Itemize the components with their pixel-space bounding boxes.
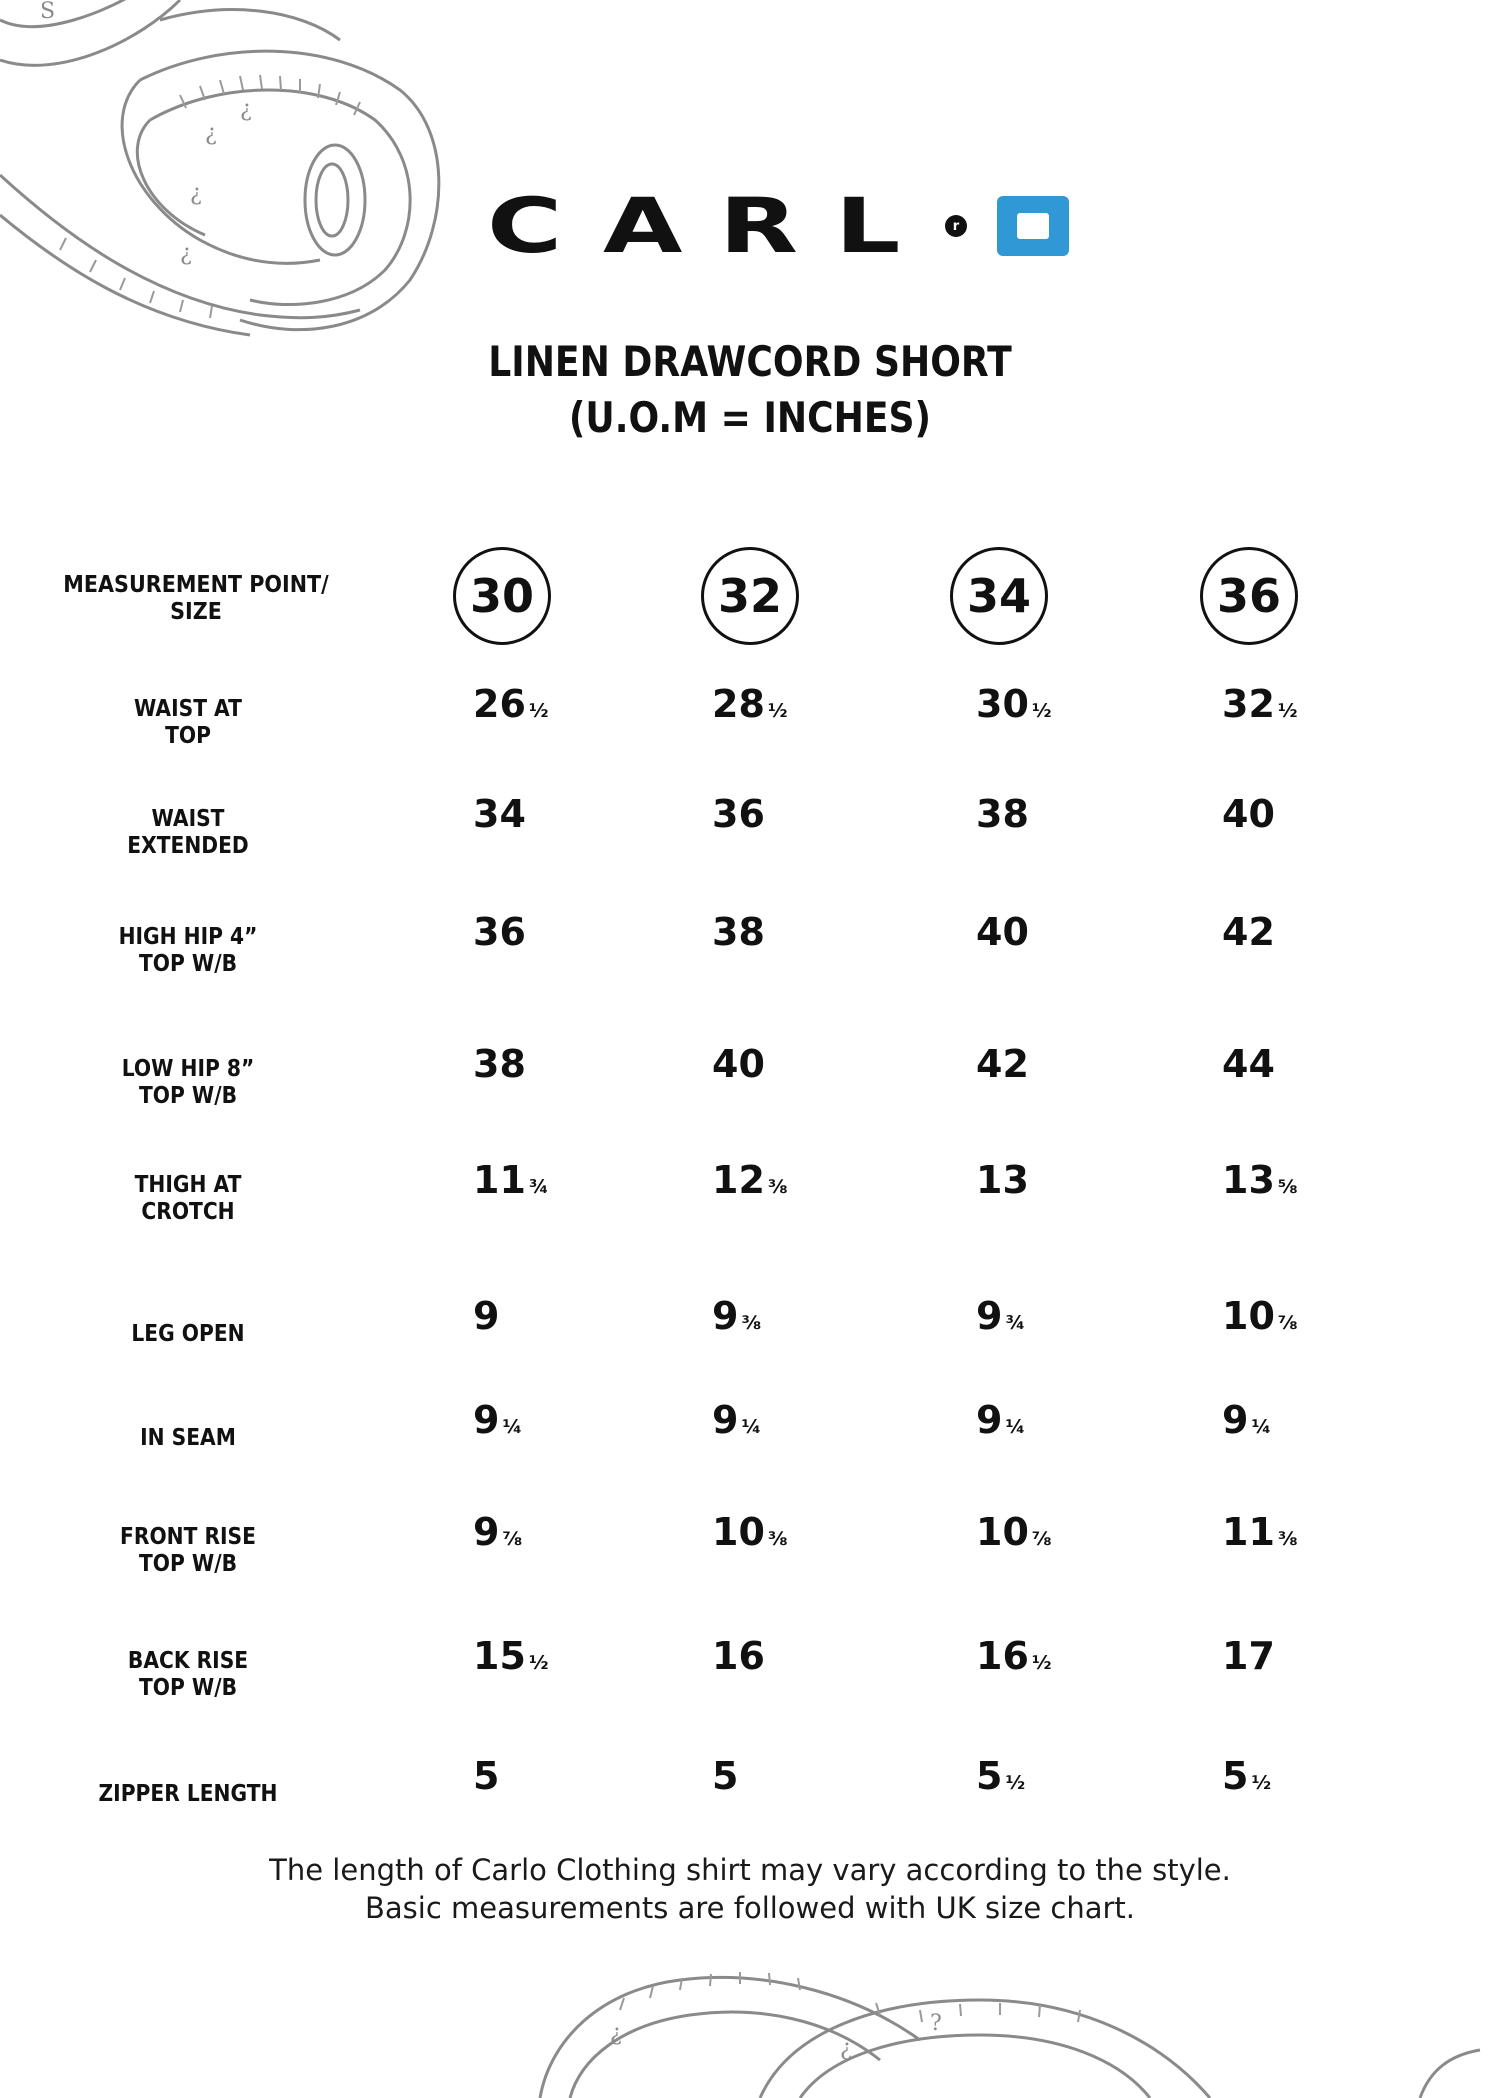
whole-number: 28 (712, 682, 765, 726)
whole-number: 38 (473, 1042, 526, 1086)
row-label-line: WAIST AT (134, 696, 242, 722)
size-value-cell (976, 1042, 1029, 1086)
fraction: ½ (1031, 700, 1052, 722)
size-value-cell (712, 1398, 761, 1449)
title-line: LINEN DRAWCORD SHORT (488, 337, 1012, 386)
whole-number: 16 (976, 1634, 1029, 1678)
size-value-cell (976, 792, 1029, 836)
size-value-cell (1222, 910, 1275, 954)
size-value-cell (1222, 792, 1275, 836)
size-value-cell (712, 792, 765, 836)
logo-registered-mark: r (945, 215, 967, 237)
header-label-line: MEASUREMENT POINT/ (63, 572, 329, 598)
row-label-line: TOP W/B (138, 951, 238, 977)
size-32-badge: 32 (701, 547, 799, 645)
fraction: ¾ (1005, 1312, 1026, 1334)
size-value-cell (976, 1634, 1052, 1685)
footnote-line: The length of Carlo Clothing shirt may vary according to the style. (269, 1853, 1231, 1887)
fraction: ¼ (1005, 1416, 1026, 1438)
row-label (58, 1321, 318, 1348)
footnote (0, 1851, 1500, 1927)
whole-number: 13 (976, 1158, 1029, 1202)
size-value-cell (712, 1754, 738, 1798)
whole-number: 9 (473, 1510, 500, 1554)
svg-text:¿: ¿ (240, 97, 252, 122)
footnote-line: Basic measurements are followed with UK size chart. (364, 1891, 1135, 1925)
whole-number: 10 (712, 1510, 765, 1554)
fraction: ¼ (741, 1416, 762, 1438)
svg-text:?: ? (930, 2011, 942, 2036)
size-value-cell (473, 1158, 549, 1209)
fraction: ½ (1005, 1772, 1026, 1794)
size-value-cell (1222, 682, 1298, 733)
row-label-line: IN SEAM (140, 1425, 236, 1451)
fraction: ⅜ (1277, 1528, 1298, 1550)
row-label-line: EXTENDED (127, 833, 249, 859)
whole-number: 5 (976, 1754, 1003, 1798)
size-value-cell (1222, 1294, 1298, 1345)
whole-number: 9 (976, 1398, 1003, 1442)
fraction: ½ (528, 1652, 549, 1674)
whole-number: 42 (976, 1042, 1029, 1086)
row-label (58, 1056, 318, 1110)
fraction: ⅜ (767, 1176, 788, 1198)
size-value-cell (473, 1634, 549, 1685)
title-subline: (U.O.M = INCHES) (568, 393, 932, 442)
row-label-line: CROTCH (141, 1199, 235, 1225)
size-value-cell (473, 1510, 522, 1561)
row-label-line: TOP W/B (138, 1551, 238, 1577)
whole-number: 34 (473, 792, 526, 836)
fraction: ⅞ (502, 1528, 523, 1550)
whole-number: 13 (1222, 1158, 1275, 1202)
size-value-cell (976, 1510, 1052, 1561)
whole-number: 26 (473, 682, 526, 726)
size-value-cell (976, 1398, 1025, 1449)
row-label-line: BACK RISE (127, 1648, 249, 1674)
whole-number: 11 (1222, 1510, 1275, 1554)
row-label (58, 1781, 318, 1808)
size-value-cell (1222, 1510, 1298, 1561)
fraction: ½ (528, 700, 549, 722)
size-value-cell (712, 910, 765, 954)
whole-number: 30 (976, 682, 1029, 726)
whole-number: 38 (976, 792, 1029, 836)
size-value-cell (712, 682, 788, 733)
row-label (58, 806, 318, 860)
row-label-line: FRONT RISE (120, 1524, 256, 1550)
row-label-line: THIGH AT (134, 1172, 242, 1198)
size-value-cell (473, 1294, 499, 1338)
whole-number: 5 (712, 1754, 739, 1798)
fraction: ⅜ (741, 1312, 762, 1334)
fraction: ½ (767, 700, 788, 722)
row-label-line: TOP W/B (138, 1675, 238, 1701)
svg-text:S: S (40, 0, 56, 24)
whole-number: 10 (976, 1510, 1029, 1554)
size-value-cell (473, 1042, 526, 1086)
row-label-line: HIGH HIP 4” (118, 924, 258, 950)
fraction: ⅜ (767, 1528, 788, 1550)
whole-number: 11 (473, 1158, 526, 1202)
size-34-badge: 34 (950, 547, 1048, 645)
size-value-cell (712, 1634, 765, 1678)
measuring-tape-illustration (520, 1960, 1500, 2098)
row-label-line: WAIST (151, 806, 225, 832)
size-value-cell (1222, 1158, 1298, 1209)
whole-number: 5 (473, 1754, 500, 1798)
logo-letter: C (487, 181, 563, 270)
size-36-badge: 36 (1200, 547, 1298, 645)
logo-letter: L (835, 181, 901, 270)
size-value-cell (976, 1158, 1029, 1202)
header-label-line: SIZE (170, 599, 222, 625)
fraction: ¼ (1251, 1416, 1272, 1438)
row-label (58, 1425, 318, 1452)
whole-number: 38 (712, 910, 765, 954)
measurement-point-header (56, 572, 337, 626)
logo-o-mark (997, 196, 1069, 256)
row-label (58, 924, 318, 978)
whole-number: 16 (712, 1634, 765, 1678)
size-value-cell (976, 910, 1029, 954)
size-value-cell (473, 1754, 499, 1798)
whole-number: 9 (473, 1294, 500, 1338)
svg-text:¿: ¿ (205, 121, 217, 146)
size-value-cell (712, 1510, 788, 1561)
whole-number: 40 (976, 910, 1029, 954)
svg-text:¿: ¿ (610, 2021, 622, 2046)
whole-number: 40 (712, 1042, 765, 1086)
size-value-cell (1222, 1754, 1271, 1805)
row-label-line: LEG OPEN (131, 1321, 245, 1347)
row-label-line: TOP W/B (138, 1083, 238, 1109)
measuring-tape-illustration (0, 0, 460, 350)
whole-number: 9 (1222, 1398, 1249, 1442)
size-value-cell (976, 682, 1052, 733)
size-value-cell (1222, 1634, 1275, 1678)
fraction: ½ (1277, 700, 1298, 722)
size-value-cell (712, 1042, 765, 1086)
fraction: ⅝ (1277, 1176, 1298, 1198)
whole-number: 9 (712, 1294, 739, 1338)
row-label (58, 1172, 318, 1226)
svg-text:¿: ¿ (190, 181, 202, 206)
size-value-cell (473, 682, 549, 733)
fraction: ½ (1031, 1652, 1052, 1674)
size-value-cell (712, 1158, 788, 1209)
row-label (58, 1524, 318, 1578)
whole-number: 32 (1222, 682, 1275, 726)
svg-text:¿: ¿ (180, 241, 192, 266)
size-30-badge: 30 (453, 547, 551, 645)
whole-number: 44 (1222, 1042, 1275, 1086)
size-value-cell (976, 1294, 1025, 1345)
whole-number: 36 (473, 910, 526, 954)
row-label (58, 1648, 318, 1702)
size-value-cell (1222, 1398, 1271, 1449)
whole-number: 15 (473, 1634, 526, 1678)
fraction: ¾ (528, 1176, 549, 1198)
whole-number: 36 (712, 792, 765, 836)
logo-letter: R (719, 181, 799, 270)
page-title (105, 334, 1395, 446)
row-label-line: TOP (165, 723, 211, 749)
whole-number: 9 (976, 1294, 1003, 1338)
size-value-cell (976, 1754, 1025, 1805)
whole-number: 9 (473, 1398, 500, 1442)
row-label (58, 696, 318, 750)
brand-logo (487, 181, 1069, 270)
whole-number: 5 (1222, 1754, 1249, 1798)
size-value-cell (712, 1294, 761, 1345)
size-value-cell (473, 1398, 522, 1449)
whole-number: 42 (1222, 910, 1275, 954)
size-value-cell (473, 792, 526, 836)
svg-text:¿: ¿ (840, 2036, 852, 2061)
fraction: ⅞ (1031, 1528, 1052, 1550)
logo-letter: A (603, 181, 683, 270)
size-value-cell (473, 910, 526, 954)
row-label-line: ZIPPER LENGTH (98, 1781, 278, 1807)
fraction: ⅞ (1277, 1312, 1298, 1334)
whole-number: 10 (1222, 1294, 1275, 1338)
fraction: ½ (1251, 1772, 1272, 1794)
size-value-cell (1222, 1042, 1275, 1086)
fraction: ¼ (502, 1416, 523, 1438)
whole-number: 17 (1222, 1634, 1275, 1678)
whole-number: 9 (712, 1398, 739, 1442)
whole-number: 40 (1222, 792, 1275, 836)
whole-number: 12 (712, 1158, 765, 1202)
row-label-line: LOW HIP 8” (121, 1056, 255, 1082)
